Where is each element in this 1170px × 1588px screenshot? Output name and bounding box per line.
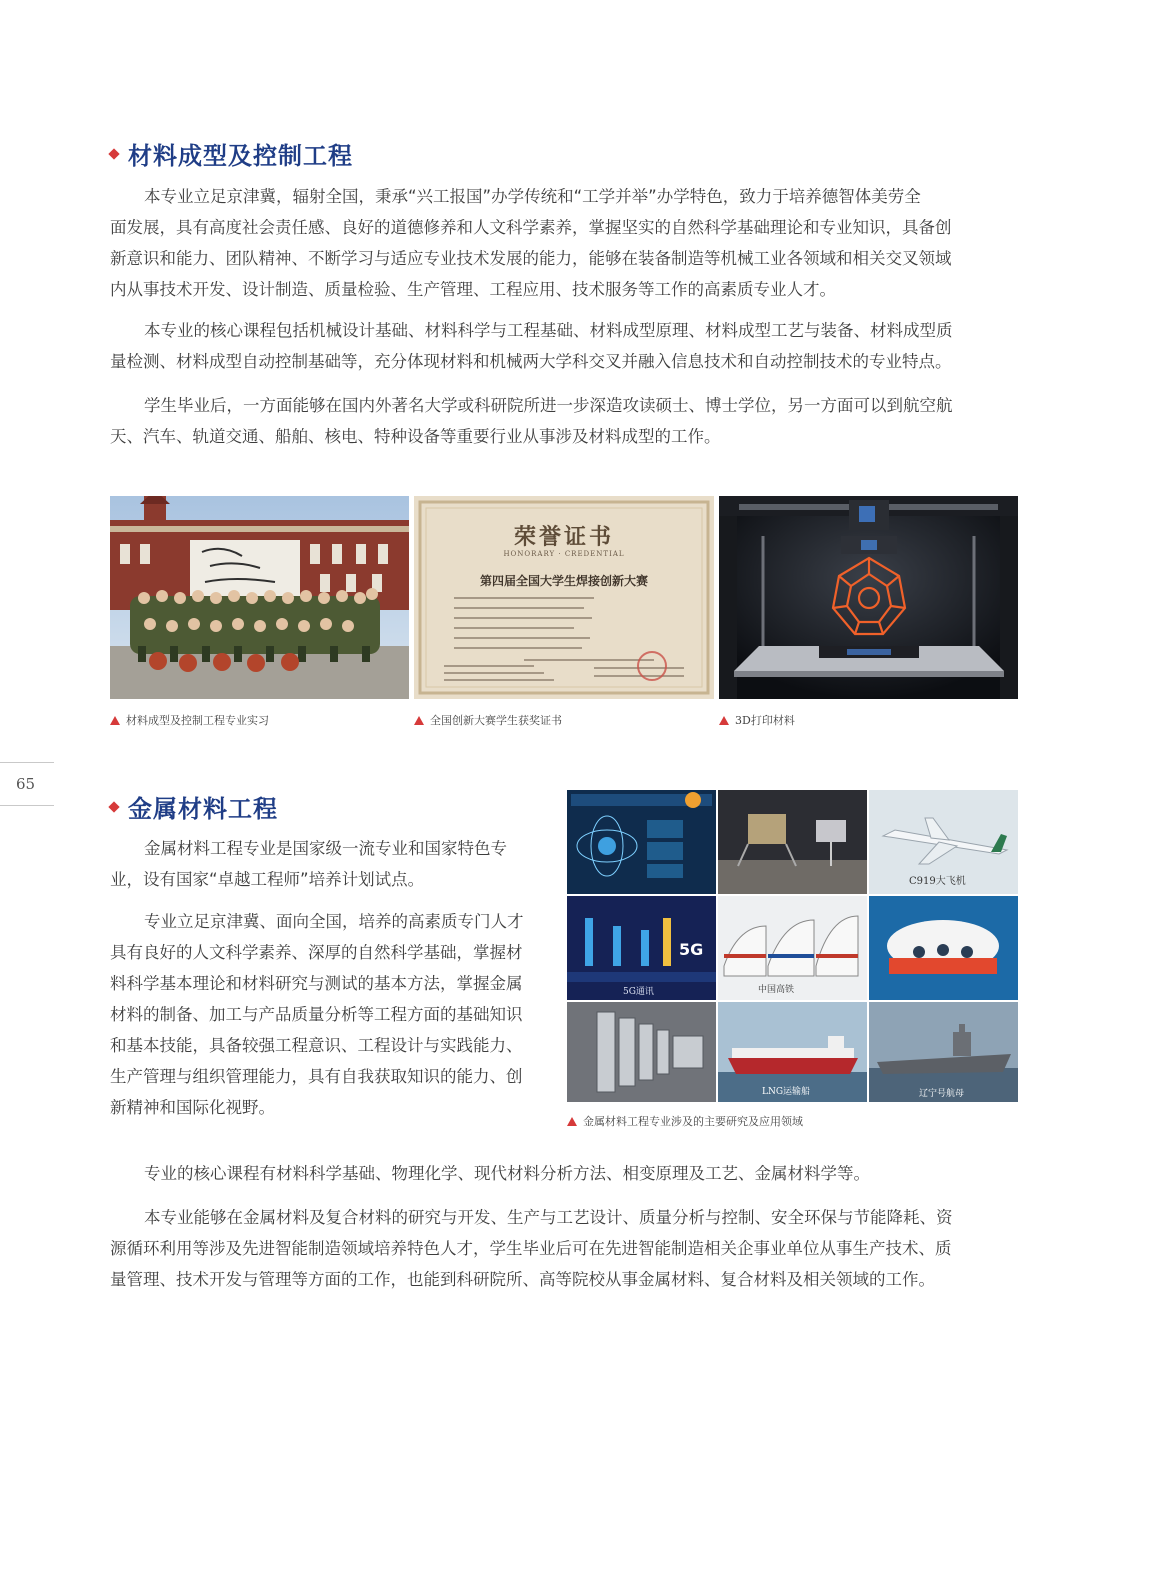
internship-group-photo [110,496,409,699]
text-line: 本专业的核心课程包括机械设计基础、材料科学与工程基础、材料成型原理、材料成型工艺与装备、材料成型质 [144,321,953,340]
text-line: 专业立足京津冀、面向全国，培养的高素质专门人才 [144,912,524,931]
caption-text: 材料成型及控制工程专业实习 [126,714,269,727]
tile-high-speed-rail [718,896,867,1000]
text-line: 新精神和国际化视野。 [110,1098,275,1117]
text-line: 面发展，具有高度社会责任感、良好的道德修养和人文科学素养，掌握坚实的自然科学基础理论和专业知识，具备创 [110,218,952,237]
caption-text: 全国创新大赛学生获奖证书 [430,714,562,727]
section1-paragraph-2 [110,315,1030,377]
caption-collage [567,1113,803,1129]
tile-label-rail: 中国高铁 [758,985,795,995]
triangle-bullet-icon [719,716,729,725]
tile-lunar-lander [718,790,867,894]
caption-3d-printing [719,712,795,728]
text-line: 材料的制备、加工与产品质量分析等工程方面的基础知识 [110,1005,523,1024]
text-line: 学生毕业后，一方面能够在国内外著名大学或科研院所进一步深造攻读硕士、博士学位，另一方面可以到航空航 [144,396,953,415]
tile-submersible [869,896,1018,1000]
text-line: 料科学基本理论和材料研究与测试的基本方法，掌握金属 [110,974,523,993]
tile-5g-communication [567,896,716,1000]
text-line: 本专业能够在金属材料及复合材料的研究与开发、生产与工艺设计、质量分析与控制、安全环保与节能降耗、资 [144,1208,953,1227]
tile-label-5g: 5G [679,940,704,959]
triangle-bullet-icon [567,1117,577,1126]
text-line: 和基本技能，具备较强工程意识、工程设计与实践能力、 [110,1036,523,1055]
tile-aero-engine [567,1002,716,1102]
tile-satellite-navigation [567,790,716,894]
certificate-competition: 第四届全国大学生焊接创新大赛 [479,574,648,588]
text-line: 生产管理与组织管理能力，具有自我获取知识的能力、创 [110,1067,523,1086]
section2-paragraph-3 [110,1158,1030,1189]
applications-collage [567,790,1018,1102]
page-number: 65 [16,775,36,793]
triangle-bullet-icon [110,716,120,725]
section1-paragraph-3 [110,390,1030,452]
tile-c919-aircraft [869,790,1018,894]
diamond-bullet-icon [108,801,119,812]
caption-certificate [414,712,562,728]
text-line: 量检测、材料成型自动控制基础等，充分体现材料和机械两大学科交叉并融入信息技术和自动控制技术的专业特点。 [110,352,952,371]
section2-paragraph-4 [110,1202,1030,1295]
certificate-subheading: HONORARY · CREDENTIAL [503,550,625,558]
caption-text: 3D打印材料 [735,714,795,727]
text-line: 金属材料工程专业是国家级一流专业和国家特色专 [144,839,507,858]
text-line: 内从事技术开发、设计制造、质量检验、生产管理、工程应用、技术服务等工作的高素质专业人才。 [110,280,836,299]
page-number-rule-bottom [0,805,54,806]
tile-label-c919: C919大飞机 [909,876,966,887]
text-line: 天、汽车、轨道交通、船舶、核电、特种设备等重要行业从事涉及材料成型的工作。 [110,427,721,446]
text-line: 量管理、技术开发与管理等方面的工作，也能到科研院所、高等院校从事金属材料、复合材料及相关领域的工作。 [110,1270,935,1289]
section-title-text: 材料成型及控制工程 [128,142,353,170]
text-line: 专业的核心课程有材料科学基础、物理化学、现代材料分析方法、相变原理及工艺、金属材料学等。 [144,1164,870,1183]
certificate-heading: 荣誉证书 [513,524,614,550]
caption-text: 金属材料工程专业涉及的主要研究及应用领域 [583,1115,803,1128]
section-title-text: 金属材料工程 [128,795,278,823]
section1-paragraph-1 [110,181,1030,305]
3d-printing-photo [719,496,1018,699]
tile-label-lng: LNG运输船 [762,1087,811,1097]
text-line: 本专业立足京津冀，辐射全国，秉承“兴工报国”办学传统和“工学并举”办学特色，致力于培养德智体美劳全 [144,187,921,206]
tile-lng-carrier [718,1002,867,1102]
tile-label-carrier: 辽宁号航母 [919,1089,965,1099]
page-number-rule-top [0,762,54,763]
section-title-material-forming [110,136,353,171]
section2-paragraph-2 [110,906,555,1123]
text-line: 源循环利用等涉及先进智能制造领域培养特色人才，学生毕业后可在先进智能制造相关企事业单位从事生产技术、质 [110,1239,952,1258]
text-line: 新意识和能力、团队精神、不断学习与适应专业技术发展的能力，能够在装备制造等机械工业各领域和相关交叉领域 [110,249,952,268]
diamond-bullet-icon [108,148,119,159]
text-line: 业，设有国家“卓越工程师”培养计划试点。 [110,870,425,889]
triangle-bullet-icon [414,716,424,725]
award-certificate-photo [414,496,714,699]
section2-paragraph-1 [110,833,555,895]
text-line: 具有良好的人文科学素养、深厚的自然科学基础，掌握材 [110,943,523,962]
caption-internship [110,712,269,728]
tile-label-5g-caption: 5G通讯 [623,987,654,997]
tile-aircraft-carrier [869,1002,1018,1102]
section-title-metal-materials [110,789,278,824]
